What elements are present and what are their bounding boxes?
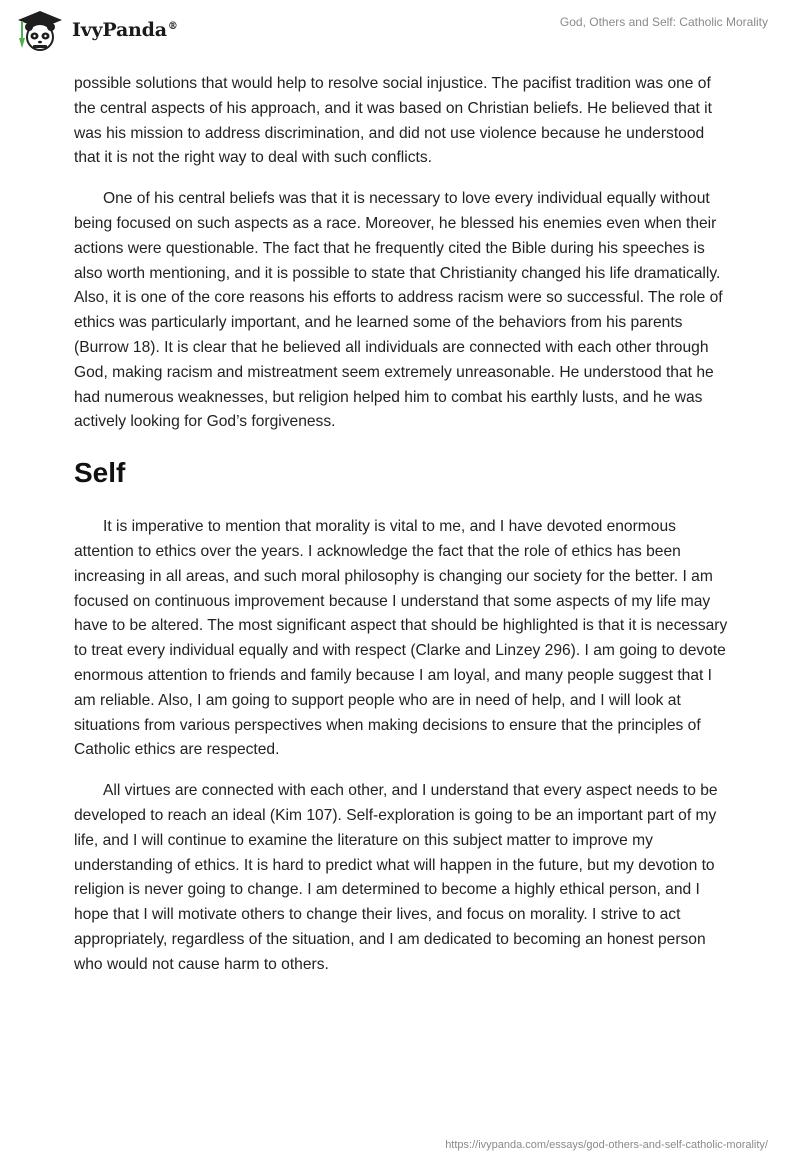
document-title: God, Others and Self: Catholic Morality [559, 15, 768, 29]
section-heading-self: Self [74, 457, 126, 489]
paragraph: One of his central beliefs was that it is necessary to love every individual equally without being focused on such aspects as a race. Moreover, he blessed his enemies even when their actions were questionable. The fact that he frequently cited the Bible during his speeches is also worth mentioning, and it is possible to state that Christianity changed his life dramatically. Also, it is one of the core reasons his efforts to address racism were so successful. The role of ethics was particularly important, and he learned some of the behaviors from his parents (Burrow 18). It is clear that he believed all individuals are connected with each other through God, making racism and mistreatment seem extremely unreasonable. He understood that he had numerous weaknesses, but religion helped him to combat his earthly lusts, and he was actively looking for God’s forgiveness. [74, 190, 723, 431]
logo-text: IvyPanda [72, 19, 167, 41]
paragraph: It is imperative to mention that morality is vital to me, and I have devoted enormous attention to ethics over the years. I acknowledge the fact that the role of ethics has been increasing in all areas, and such moral philosophy is changing our society for the better. I am focused on continuous improvement because I understand that some aspects of my life may have to be altered. The most significant aspect that should be highlighted is that it is necessary to treat every individual equally and with respect (Clarke and Linzey 296). I am going to devote enormous attention to friends and family because I am loyal, and many people suggest that I am reliable. Also, I am going to support people who are in need of help, and I will look at situations from various perspectives when making decisions to ensure that the principles of Catholic ethics are respected. [74, 518, 728, 759]
ivypanda-logo[interactable] [14, 8, 178, 52]
paragraph: possible solutions that would help to resolve social injustice. The pacifist tradition was one of the central aspects of his approach, and it was based on Christian beliefs. He believed that it was his mission to address discrimination, and did not use violence because he understood that it is not the right way to deal with such conflicts. [74, 75, 712, 167]
panda-graduate-icon [14, 8, 66, 52]
registered-mark: ® [167, 20, 178, 32]
page-header [0, 0, 800, 62]
paragraph: All virtues are connected with each other, and I understand that every aspect needs to be developed to reach an ideal (Kim 107). Self-exploration is going to be an important part of my life, and I will continue to examine the literature on this subject matter to improve my understanding of ethics. It is hard to predict what will happen in the future, but my devotion to religion is never going to change. I am determined to become a highly ethical person, and I hope that I will motivate others to change their lives, and focus on morality. I strive to act appropriately, regardless of the situation, and I am dedicated to becoming an honest person who would not cause harm to others. [74, 782, 718, 973]
essay-content [74, 72, 734, 994]
source-url[interactable]: https://ivypanda.com/essays/god-others-and-self-catholic-morality/ [445, 1139, 768, 1151]
logo-wordmark [72, 19, 178, 41]
